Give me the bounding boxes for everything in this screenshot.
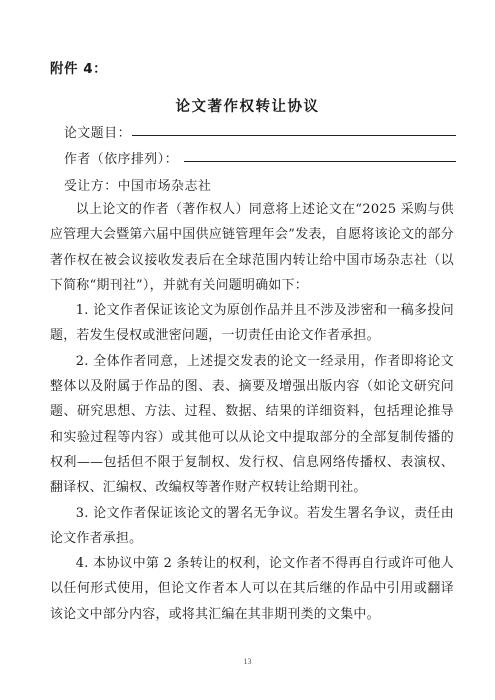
- clause-2-paragraph: 2. 全体作者同意，上述提交发表的论文一经录用，作者即将论文整体以及附属于作品的图、表、摘要及增强出版内容（如论文研究问题、研究思想、方法、过程、数据、结果的详细资料，包括理论推导和实验过程等内容）或其他可以从论文中提取部分的全部复制传播的权利——包括但不限于复制权、发行权、信息网络传播权、表演权、翻译权、汇编权、改编权等著作财产权转让给期刊社。: [50, 353, 454, 496]
- paper-title-label: 论文题目：: [64, 126, 131, 141]
- authors-blank-line: [184, 161, 456, 162]
- paper-title-blank-line: [132, 135, 456, 136]
- clause-1-paragraph: 1. 论文作者保证该论文为原创作品并且不涉及涉密和一稿多投问题，若发生侵权或泄密问题，一切责任由论文作者承担。: [50, 303, 454, 344]
- page-number: 13: [243, 657, 252, 666]
- authors-field: [64, 148, 456, 167]
- agreement-body: [50, 197, 454, 627]
- assignee-field: 受让方：中国市场杂志社: [64, 179, 212, 194]
- intro-paragraph: 以上论文的作者（著作权人）同意将上述论文在“2025 采购与供应管理大会暨第六届中国供应链管理年会”发表，自愿将该论文的部分著作权在被会议接收发表后在全球范围内转让给中国市场杂志社（以下简称“期刊社”），并就有关问题明确如下：: [50, 202, 454, 293]
- document-title: 论文著作权转让协议: [175, 98, 320, 115]
- attachment-label: 附件 4：: [50, 61, 108, 77]
- clause-4-paragraph: 4. 本协议中第 2 条转让的权利，论文作者不得再自行或许可他人以任何形式使用，但论文作者本人可以在其后继的作品中引用或翻译该论文中部分内容，或将其汇编在其非期刊类的文集中。: [50, 556, 454, 622]
- clause-3-paragraph: 3. 论文作者保证该论文的署名无争议。若发生署名争议，责任由论文作者承担。: [50, 505, 454, 546]
- paper-title-field: [64, 122, 456, 141]
- authors-label: 作者（依序排列）：: [64, 152, 179, 167]
